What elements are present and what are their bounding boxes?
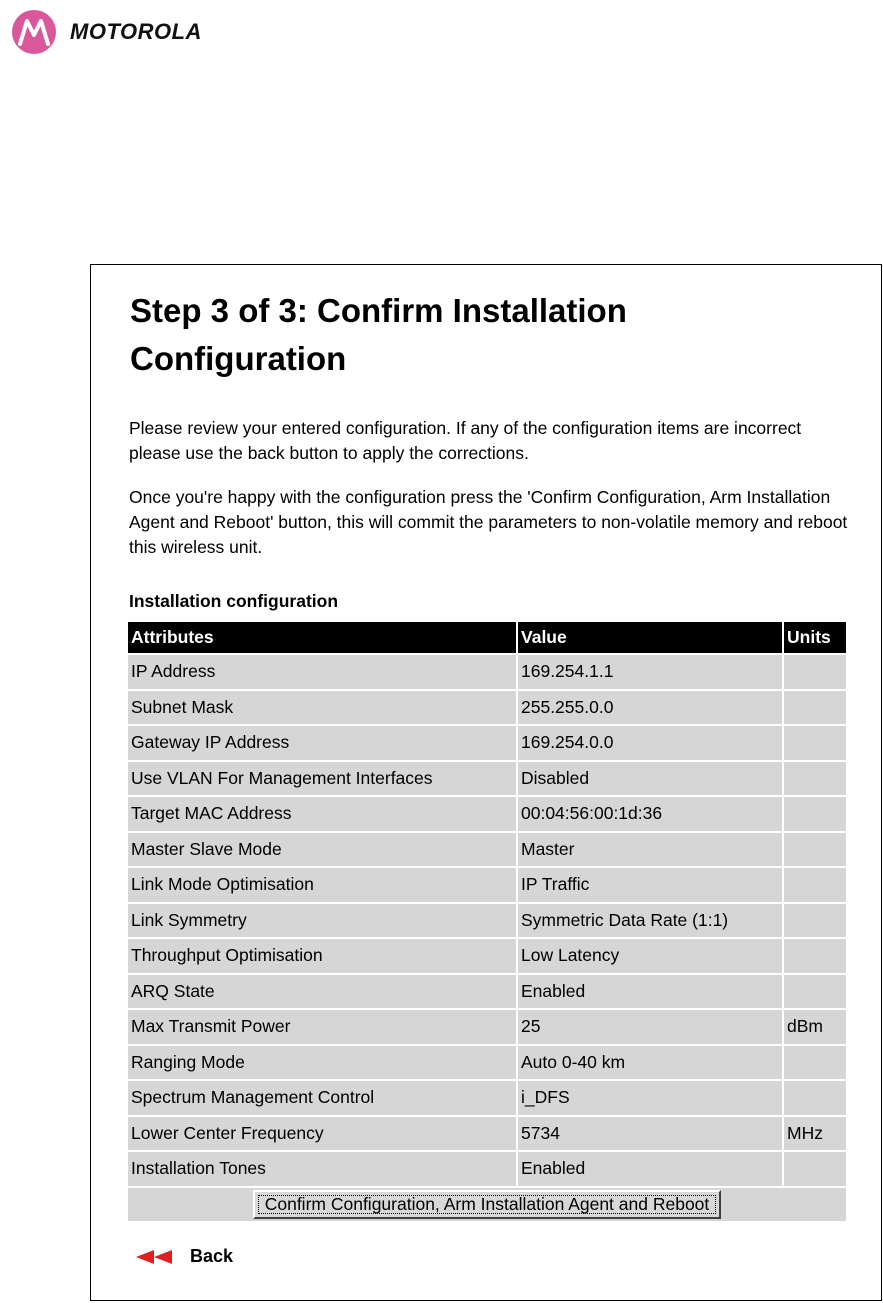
units-cell [784,1081,846,1115]
value-cell: Enabled [518,975,782,1009]
units-cell [784,868,846,902]
value-cell: IP Traffic [518,868,782,902]
brand-name: MOTOROLA [70,19,202,44]
table-row [128,762,846,796]
units-cell [784,975,846,1009]
table-row [128,939,846,973]
table-row [128,726,846,760]
units-cell [784,655,846,689]
attribute-cell: Link Mode Optimisation [128,868,516,902]
header-value: Value [518,622,782,653]
units-cell [784,797,846,831]
units-cell: MHz [784,1117,846,1151]
attribute-cell: ARQ State [128,975,516,1009]
back-label: Back [190,1246,234,1266]
value-cell: Low Latency [518,939,782,973]
value-cell: Disabled [518,762,782,796]
table-row [128,868,846,902]
units-cell [784,1152,846,1186]
value-cell: 00:04:56:00:1d:36 [518,797,782,831]
table-row [128,797,846,831]
installation-wizard-frame [90,264,882,1301]
review-instructions: Please review your entered configuration. If any of the configuration items are incorrect please use the back button to apply the corrections. [129,418,802,463]
attribute-cell: Master Slave Mode [128,833,516,867]
attribute-cell: Subnet Mask [128,691,516,725]
table-row [128,904,846,938]
units-cell [784,939,846,973]
units-cell: dBm [784,1010,846,1044]
table-row [128,1081,846,1115]
attribute-cell: IP Address [128,655,516,689]
section-title: Installation configuration [129,591,339,611]
attribute-cell: Lower Center Frequency [128,1117,516,1151]
double-left-arrow-icon [136,1248,178,1266]
table-row [128,1117,846,1151]
table-row [128,691,846,725]
attribute-cell: Max Transmit Power [128,1010,516,1044]
installation-config-table [126,620,848,1223]
table-row [128,1046,846,1080]
attribute-cell: Use VLAN For Management Interfaces [128,762,516,796]
units-cell [784,833,846,867]
button-cell [128,1188,846,1222]
table-row [128,975,846,1009]
attribute-cell: Installation Tones [128,1152,516,1186]
table-row [128,1010,846,1044]
attribute-cell: Ranging Mode [128,1046,516,1080]
motorola-logo [12,10,202,54]
value-cell: i_DFS [518,1081,782,1115]
attribute-cell: Target MAC Address [128,797,516,831]
attribute-cell: Throughput Optimisation [128,939,516,973]
units-cell [784,726,846,760]
page-title: Step 3 of 3: Confirm Installation Configuration [130,292,627,377]
units-cell [784,1046,846,1080]
table-row [128,655,846,689]
table-row [128,833,846,867]
table-header-row [128,622,846,653]
back-link[interactable] [136,1246,233,1267]
value-cell: 169.254.1.1 [518,655,782,689]
units-cell [784,691,846,725]
confirm-instructions: Once you're happy with the configuration press the 'Confirm Configuration, Arm Installation Agent and Reboot' button, this will commit the parameters to non-volatile memory and reboot this wireless unit. [129,487,848,557]
value-cell: Enabled [518,1152,782,1186]
header-units: Units [784,622,846,653]
confirm-reboot-button[interactable]: Confirm Configuration, Arm Installation Agent and Reboot [253,1190,722,1219]
motorola-batwing-icon [12,10,56,54]
units-cell [784,762,846,796]
value-cell: Auto 0-40 km [518,1046,782,1080]
attribute-cell: Spectrum Management Control [128,1081,516,1115]
value-cell: Master [518,833,782,867]
attribute-cell: Gateway IP Address [128,726,516,760]
table-row [128,1152,846,1186]
value-cell: Symmetric Data Rate (1:1) [518,904,782,938]
attribute-cell: Link Symmetry [128,904,516,938]
value-cell: 5734 [518,1117,782,1151]
header-attributes: Attributes [128,622,516,653]
value-cell: 169.254.0.0 [518,726,782,760]
value-cell: 25 [518,1010,782,1044]
value-cell: 255.255.0.0 [518,691,782,725]
units-cell [784,904,846,938]
button-row [128,1188,846,1222]
